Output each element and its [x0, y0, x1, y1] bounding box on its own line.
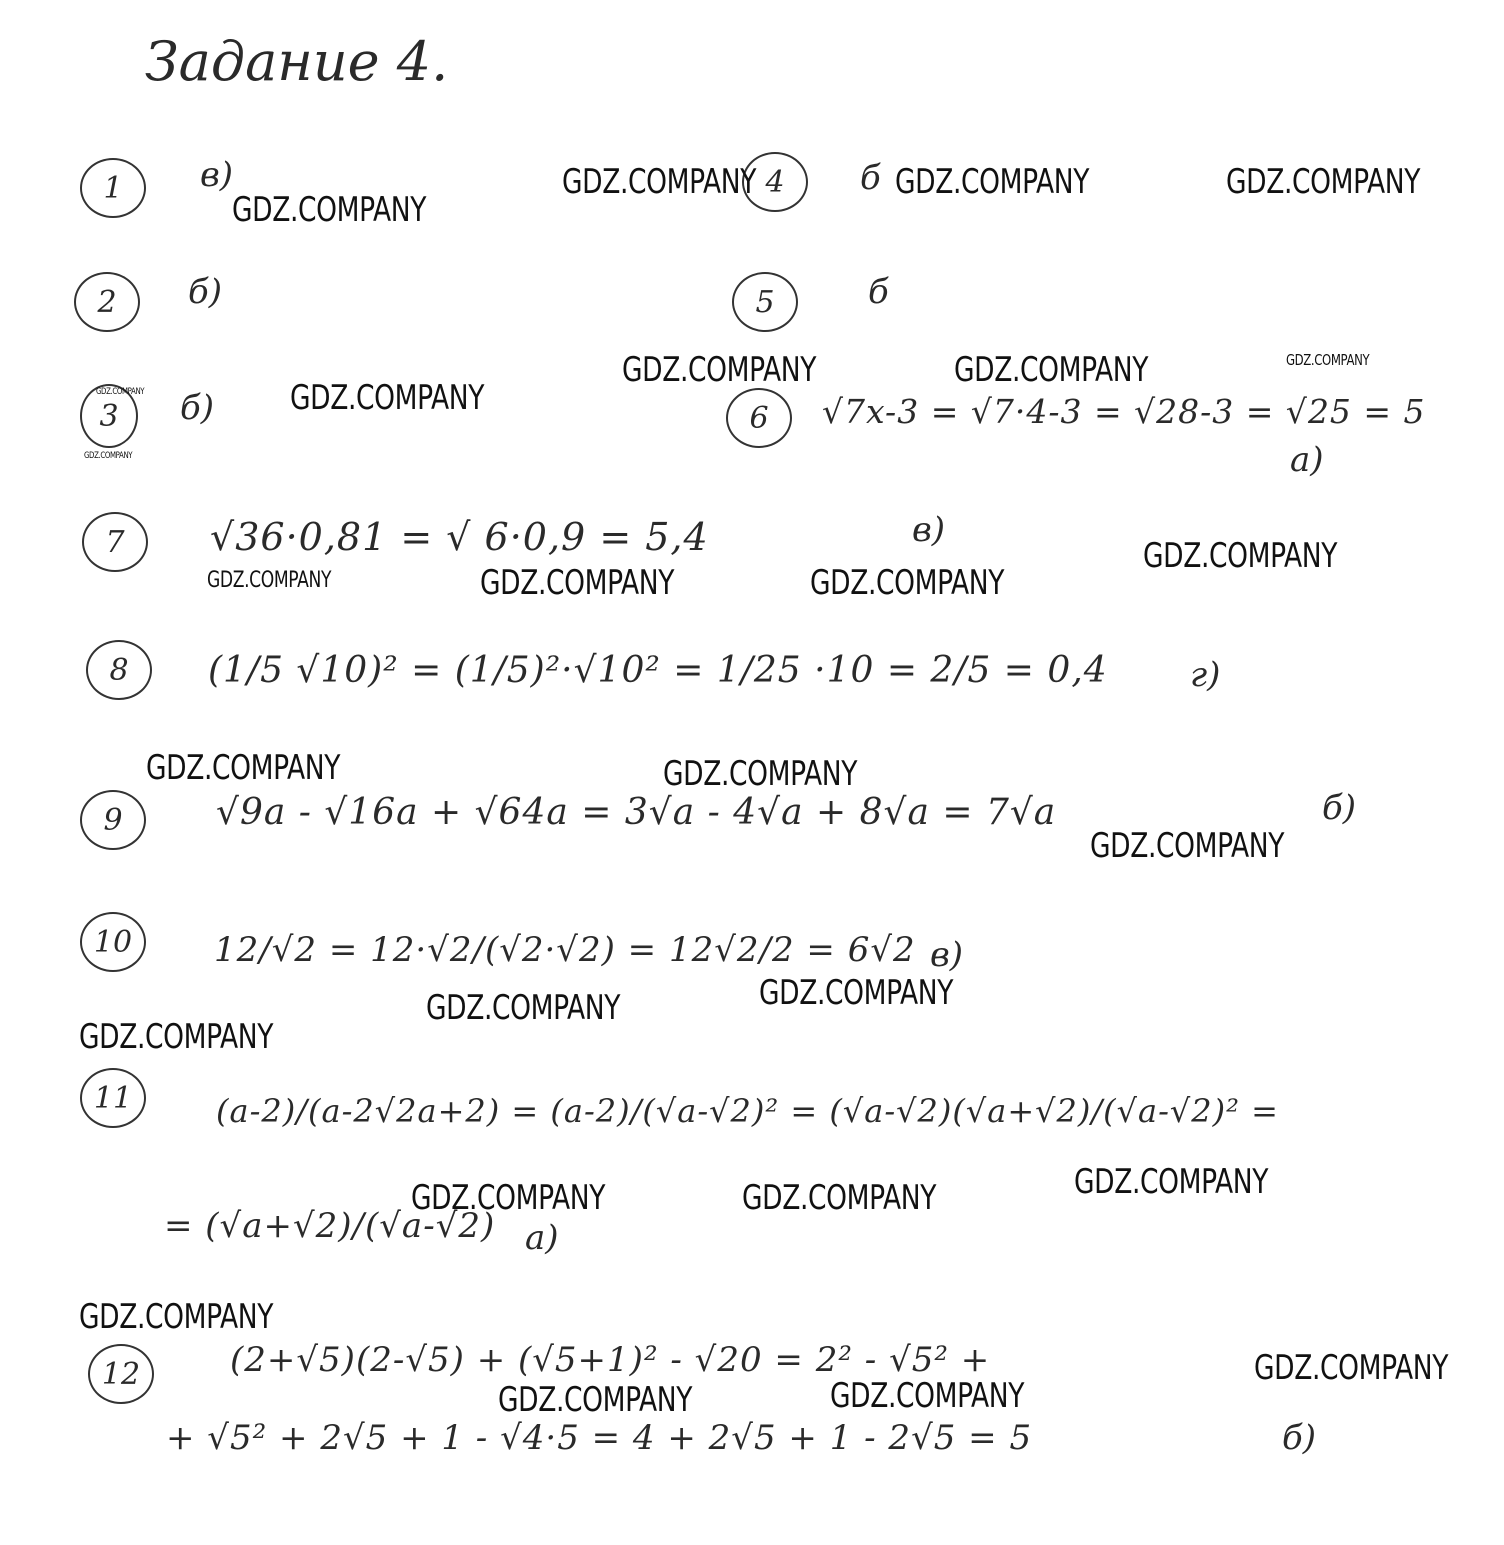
- item-expression-9: √9a - √16a + √64a = 3√a - 4√a + 8√a = 7√a: [216, 792, 1057, 833]
- item-expression-6: √7x-3 = √7·4-3 = √28-3 = √25 = 5: [822, 392, 1426, 431]
- watermark: GDZ.COMPANY: [742, 1178, 937, 1218]
- item-expression-11-cont: = (√a+√2)/(√a-√2): [164, 1206, 496, 1246]
- item-answer-9: б): [1322, 788, 1357, 828]
- item-answer-6: а): [1290, 440, 1324, 480]
- item-answer-2: б): [188, 272, 223, 312]
- item-answer-7: в): [912, 510, 946, 550]
- item-answer-1: в): [200, 155, 234, 195]
- item-number-12: 12: [88, 1344, 154, 1404]
- watermark: GDZ.COMPANY: [954, 350, 1149, 390]
- item-answer-12: б): [1282, 1418, 1317, 1458]
- item-number-5: 5: [732, 272, 798, 332]
- item-number-6: 6: [726, 388, 792, 448]
- watermark: GDZ.COMPANY: [426, 988, 621, 1028]
- item-expression-7: √36·0,81 = √ 6·0,9 = 5,4: [210, 515, 709, 559]
- item-answer-5: б: [868, 272, 889, 312]
- watermark: GDZ.COMPANY: [1226, 162, 1421, 202]
- item-answer-4: б: [860, 158, 881, 198]
- watermark: GDZ.COMPANY: [663, 754, 858, 794]
- item-number-7: 7: [82, 512, 148, 572]
- item-expression-12-cont: + √5² + 2√5 + 1 - √4·5 = 4 + 2√5 + 1 - 2√5 = 5: [166, 1418, 1033, 1458]
- watermark: GDZ.COMPANY: [1143, 536, 1338, 576]
- watermark: GDZ.COMPANY: [146, 748, 341, 788]
- item-expression-8: (1/5 √10)² = (1/5)²·√10² = 1/25 ·10 = 2/5 = 0,4: [208, 650, 1108, 691]
- item-number-4: 4: [742, 152, 808, 212]
- watermark: GDZ.COMPANY: [1286, 351, 1370, 369]
- item-number-10: 10: [80, 912, 146, 972]
- item-expression-11: (a-2)/(a-2√2a+2) = (a-2)/(√a-√2)² = (√a-√2)(√a+√2)/(√a-√2)² =: [216, 1092, 1279, 1130]
- watermark: GDZ.COMPANY: [411, 1178, 606, 1218]
- watermark: GDZ.COMPANY: [562, 162, 757, 202]
- watermark: GDZ.COMPANY: [830, 1376, 1025, 1416]
- item-number-8: 8: [86, 640, 152, 700]
- item-answer-11: а): [525, 1218, 559, 1258]
- item-number-9: 9: [80, 790, 146, 850]
- watermark: GDZ.COMPANY: [498, 1380, 693, 1420]
- watermark: GDZ.COMPANY: [1254, 1348, 1449, 1388]
- item-number-1: 1: [80, 158, 146, 218]
- item-answer-10: в): [930, 935, 964, 975]
- watermark: GDZ.COMPANY: [810, 563, 1005, 603]
- watermark: GDZ.COMPANY: [622, 350, 817, 390]
- watermark: GDZ.COMPANY: [290, 378, 485, 418]
- item-expression-10: 12/√2 = 12·√2/(√2·√2) = 12√2/2 = 6√2: [214, 930, 916, 970]
- watermark: GDZ.COMPANY: [84, 451, 133, 461]
- item-number-2: 2: [74, 272, 140, 332]
- watermark: GDZ.COMPANY: [79, 1017, 274, 1057]
- watermark: GDZ.COMPANY: [79, 1297, 274, 1337]
- watermark: GDZ.COMPANY: [1090, 826, 1285, 866]
- watermark: GDZ.COMPANY: [895, 162, 1090, 202]
- watermark: GDZ.COMPANY: [207, 568, 332, 593]
- watermark: GDZ.COMPANY: [759, 973, 954, 1013]
- watermark: GDZ.COMPANY: [232, 190, 427, 230]
- watermark: GDZ.COMPANY: [96, 387, 145, 397]
- item-answer-8: г): [1190, 655, 1221, 695]
- item-number-11: 11: [80, 1068, 146, 1128]
- item-answer-3: б): [180, 388, 215, 428]
- item-number-3: 3: [80, 384, 138, 448]
- watermark: GDZ.COMPANY: [480, 563, 675, 603]
- item-expression-12: (2+√5)(2-√5) + (√5+1)² - √20 = 2² - √5² +: [230, 1340, 991, 1380]
- page-title: Задание 4.: [145, 30, 449, 93]
- watermark: GDZ.COMPANY: [1074, 1162, 1269, 1202]
